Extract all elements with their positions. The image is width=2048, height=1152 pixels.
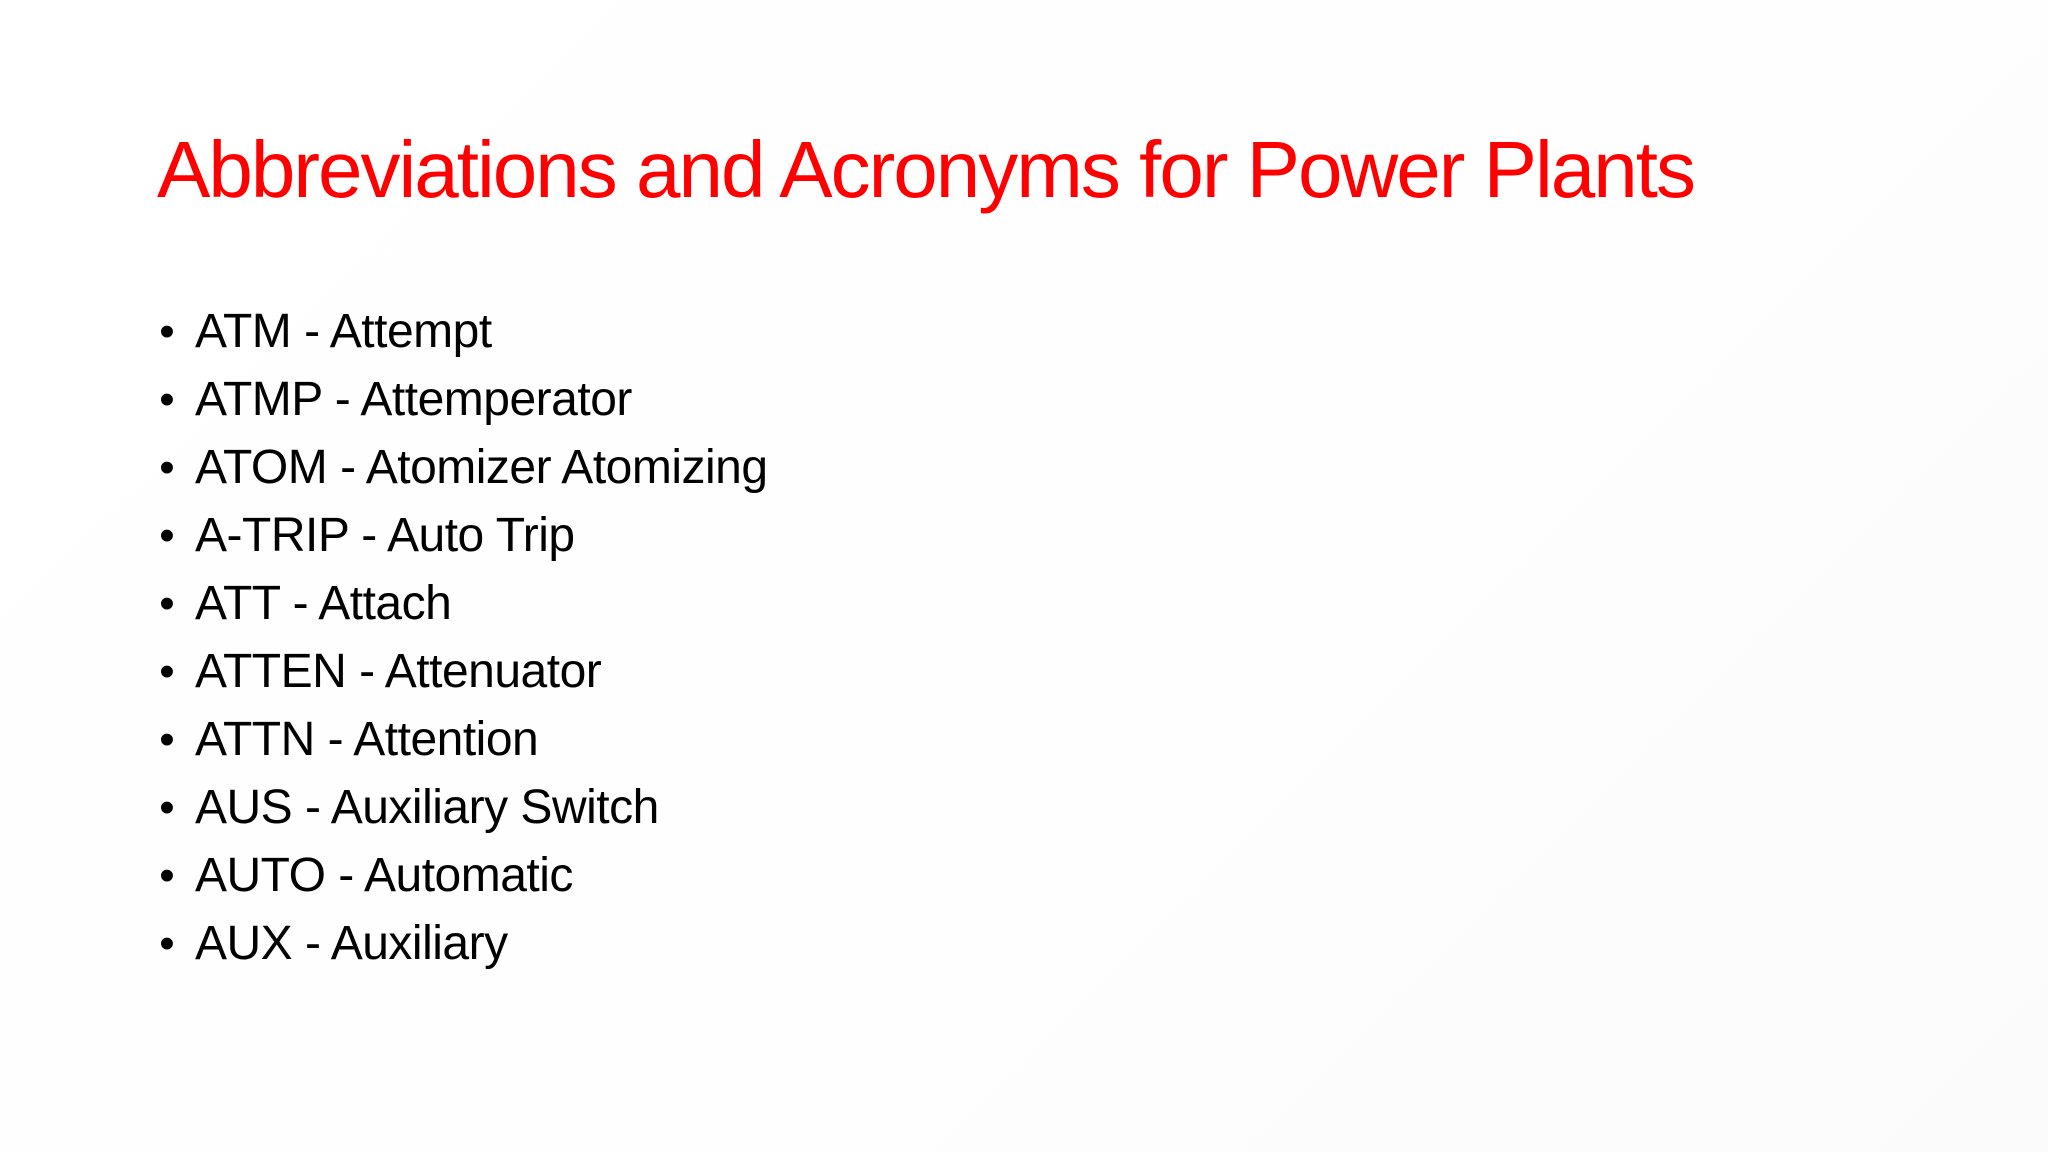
bullet-icon: • [159, 851, 175, 900]
bullet-icon: • [159, 579, 175, 628]
list-item-text: ATM - Attempt [195, 305, 492, 358]
bullet-icon: • [159, 443, 175, 492]
bullet-icon: • [159, 375, 175, 424]
list-item-text: AUS - Auxiliary Switch [195, 781, 659, 834]
list-item-text: AUTO - Automatic [195, 849, 573, 902]
list-item-text: ATMP - Attemperator [195, 373, 632, 426]
list-item-text: A-TRIP - Auto Trip [195, 509, 575, 562]
bullet-icon: • [159, 307, 175, 356]
list-item-text: ATOM - Atomizer Atomizing [195, 441, 768, 494]
bullet-icon: • [159, 715, 175, 764]
bullet-icon: • [159, 919, 175, 968]
bullet-icon: • [159, 511, 175, 560]
list-item-text: AUX - Auxiliary [195, 917, 508, 970]
list-item-text: ATTEN - Attenuator [195, 645, 602, 698]
slide-title: Abbreviations and Acronyms for Power Plants [157, 125, 1695, 214]
list-item-text: ATTN - Attention [195, 713, 539, 766]
bullet-icon: • [159, 783, 175, 832]
list-item-text: ATT - Attach [195, 577, 452, 630]
bullet-icon: • [159, 647, 175, 696]
